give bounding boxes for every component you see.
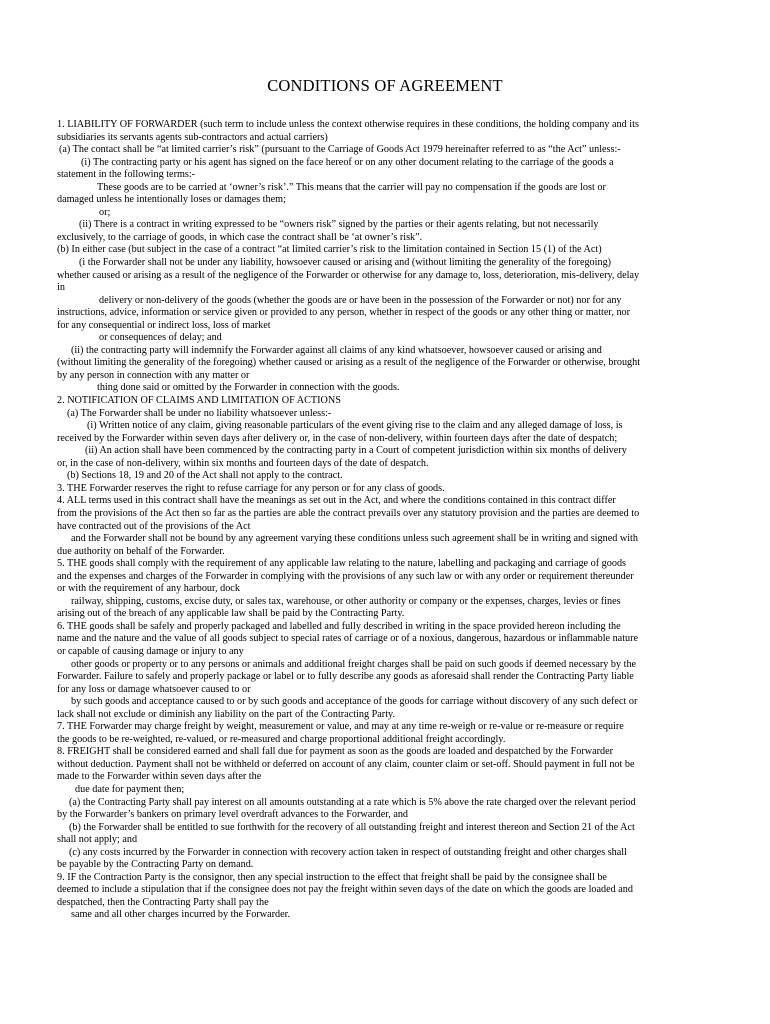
text-line: or with the requirement of any harbour, dock xyxy=(57,583,240,595)
text-line: (b) In either case (but subject in the case of a contract “at limited carrier’s risk to the limitation contained in Section 15 (1) of the Act) xyxy=(57,244,602,256)
text-line: by the Forwarder’s bankers on primary level overdraft advances to the Forwarder, and xyxy=(57,809,409,821)
text-line: lack shall not exclude or diminish any liability on the part of the Contracting Party. xyxy=(57,708,395,720)
text-line: or, in the case of non-delivery, within six months and fourteen days of the date of despatch. xyxy=(57,457,429,469)
text-line: arising out of the breach of any applicable law shall be paid by the Contracting Party. xyxy=(57,608,405,620)
text-line: 9. IF the Contraction Party is the consignor, then any special instruction to the effect that freight shall be paid by the consignee shall be xyxy=(57,871,607,883)
text-line: damaged unless he intentionally loses or damages them; xyxy=(57,194,286,206)
text-line: (ii) the contracting party will indemnify the Forwarder against all claims of any kind whatsoever, howsoever caused or arising and xyxy=(71,344,602,356)
text-line: for any consequential or indirect loss, loss of market xyxy=(57,319,271,331)
text-line: (i) The contracting party or his agent has signed on the face hereof or on any other document relating to the carriage of the goods a xyxy=(81,156,614,168)
text-line: the goods to be re-weighted, re-valued, or re-measured and charge proportional additional freight accordingly. xyxy=(57,733,506,745)
text-line: be payable by the Contracting Party on demand. xyxy=(57,859,254,871)
text-line: (ii) There is a contract in writing expressed to be “owners risk” signed by the parties or their agents relating, but not necessarily xyxy=(79,219,599,231)
text-line: 4. ALL terms used in this contract shall have the meanings as set out in the Act, and where the conditions contained in this contract differ xyxy=(57,495,616,507)
text-line: railway, shipping, customs, excise duty, or sales tax, warehouse, or other authority or company or the expenses, charges, levies or fines xyxy=(71,595,621,607)
text-line: delivery or non-delivery of the goods (whether the goods are or have been in the possession of the Forwarder or not) nor for any xyxy=(99,294,622,306)
text-line: in xyxy=(57,282,65,294)
text-line: same and all other charges incurred by the Forwarder. xyxy=(71,909,291,921)
text-line: received by the Forwarder within seven days after delivery or, in the case of non-delivery, within fourteen days after the date of despatch; xyxy=(57,432,618,444)
text-line: due authority on behalf of the Forwarder. xyxy=(57,545,225,557)
text-line: (a) the Contracting Party shall pay interest on all amounts outstanding at a rate which is 5% above the rate charged over the relevant period xyxy=(69,796,636,808)
text-line: or; xyxy=(99,206,111,218)
text-line: These goods are to be carried at ‘owner’s risk’.” This means that the carrier will pay no compensation if the goods are lost or xyxy=(97,181,606,193)
text-line: or consequences of delay; and xyxy=(99,332,222,344)
text-line: statement in the following terms:- xyxy=(57,169,196,181)
text-line: (a) The Forwarder shall be under no liability whatsoever unless:- xyxy=(67,407,332,419)
text-line: (i) Written notice of any claim, giving reasonable particulars of the event giving rise to the claim and any alleged damage of loss, is xyxy=(87,420,623,432)
text-line: from the provisions of the Act then so far as the parties are able the contract prevails over any statutory provision and the parties are deemed to xyxy=(57,507,640,519)
text-line: made to the Forwarder within seven days after the xyxy=(57,771,262,783)
text-line: 8. FREIGHT shall be considered earned and shall fall due for payment as soon as the goods are loaded and despatched by the Forwarder xyxy=(57,746,613,758)
text-line: deemed to include a stipulation that if the consignee does not pay the freight within seven days of the date on which the goods are loaded and xyxy=(57,884,633,896)
text-line: without deduction. Payment shall not be withheld or deferred on account of any claim, counter claim or set-off. Should payment in full not be xyxy=(57,758,635,770)
text-line: (ii) An action shall have been commenced by the contracting party in a Court of competent jurisdiction within six months of delivery xyxy=(85,445,627,457)
text-line: (i the Forwarder shall not be under any liability, howsoever caused or arising and (without limiting the generality of the foregoing) xyxy=(79,257,612,269)
text-line: shall not apply; and xyxy=(57,834,138,846)
document-body xyxy=(57,119,723,922)
text-line: due date for payment then; xyxy=(75,783,185,795)
text-line: 6. THE goods shall be safely and properly packaged and labelled and fully described in writing in the space provided hereon including the xyxy=(57,620,621,632)
text-line: 3. THE Forwarder reserves the right to refuse carriage for any person or for any class of goods. xyxy=(57,482,445,494)
text-line: and the Forwarder shall not be bound by any agreement varying these conditions unless such agreement shall be in writing and signed with xyxy=(71,533,638,545)
text-line: thing done said or omitted by the Forwarder in connection with the goods. xyxy=(97,382,400,394)
text-line: 7. THE Forwarder may charge freight by weight, measurement or value, and may at any time re-weigh or re-value or re-measure or require xyxy=(57,721,624,733)
text-line: (a) The contact shall be “at limited carrier’s risk” (pursuant to the Carriage of Goods Act 1979 hereinafter referred to as “the Act” unless:- xyxy=(59,144,621,156)
text-line: instructions, advice, information or service given or provided to any person, whether in respect of the goods or any other thing or matter, nor xyxy=(57,307,631,319)
text-line: 2. NOTIFICATION OF CLAIMS AND LIMITATION OF ACTIONS xyxy=(57,395,341,407)
text-line: or capable of causing damage or injury to any xyxy=(57,645,244,657)
text-line: (c) any costs incurred by the Forwarder in connection with recovery action taken in respect of outstanding freight and other charges shall xyxy=(69,846,627,858)
text-line: 5. THE goods shall comply with the requirement of any applicable law relating to the nature, labelling and packaging and carriage of goods xyxy=(57,558,627,570)
text-line: despatched, then the Contracting Party shall pay the xyxy=(57,896,269,908)
text-line: by any person in connection with any matter or xyxy=(57,369,250,381)
text-line: name and the nature and the value of all goods subject to special rates of carriage or of a noxious, dangerous, hazardous or inflammable nature xyxy=(57,633,639,645)
text-line: by such goods and acceptance caused to or by such goods and acceptance of the goods for carriage without discovery of any such defect or xyxy=(71,696,638,708)
text-line: Forwarder. Failure to safely and properly package or label or to fully describe any goods as aforesaid shall render the Contracting Party liable xyxy=(57,671,634,683)
text-line: exclusively, to the carriage of goods, in which case the contract shall be ‘at owner’s risk”. xyxy=(57,231,423,243)
text-line: 1. LIABILITY OF FORWARDER (such term to include unless the context otherwise requires in these conditions, the holding company and its xyxy=(57,119,639,130)
text-line: for any loss or damage whatsoever caused to or xyxy=(57,683,251,695)
page-title: CONDITIONS OF AGREEMENT xyxy=(267,76,503,95)
text-line: subsidiaries its servants agents sub-contractors and actual carriers) xyxy=(57,131,328,143)
text-line: (b) the Forwarder shall be entitled to sue forthwith for the recovery of all outstanding freight and interest thereon and Section 21 of the Act xyxy=(69,821,635,833)
text-line: other goods or property or to any persons or animals and additional freight charges shall be paid on such goods if deemed necessary by the xyxy=(71,658,637,670)
text-line: have contracted out of the provisions of the Act xyxy=(57,520,251,532)
text-line: (b) Sections 18, 19 and 20 of the Act shall not apply to the contract. xyxy=(67,470,343,482)
text-line: and the expenses and charges of the Forwarder in complying with the provisions of any such law or with any order or requirement thereunder xyxy=(57,570,634,582)
text-line: whether caused or arising as a result of the negligence of the Forwarder or otherwise for any damage to, loss, deterioration, mis-delivery, delay xyxy=(57,269,640,281)
text-line: (without limiting the generality of the foregoing) whether caused or arising as a result of the negligence of the Forwarder or otherwise, brought xyxy=(57,357,641,369)
